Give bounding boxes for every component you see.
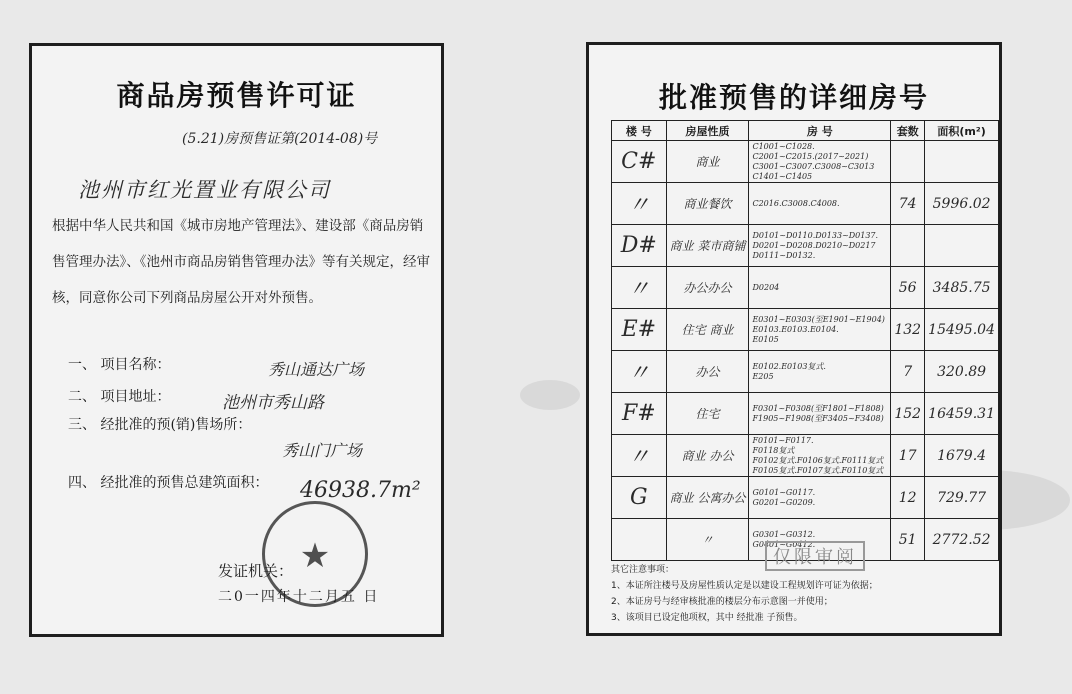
notes-title: 其它注意事项：	[611, 565, 675, 575]
permit-body-text: 根据中华人民共和国《城市房地产管理法》、建设部《商品房销售管理办法》、《池州市商品房销售管理办法》等有关规定，经审核，同意你公司下列商品房屋公开对外预售。	[52, 218, 430, 306]
room-number-line: F0301~F0308(至F1801~F1808)	[752, 403, 884, 413]
building-cell: E#	[612, 309, 667, 351]
room-number-line: C2016.C3008.C4008.	[752, 198, 840, 208]
issue-date: 二0一四年十二月五 日	[218, 589, 380, 605]
room-number-line: C2001~C2015.(2017~2021)	[752, 151, 869, 161]
area-cell: 2772.52	[925, 519, 999, 561]
header-rooms: 房 号	[749, 121, 891, 141]
property-type-cell: 商业 办公	[666, 435, 749, 477]
unit-count-cell: 12	[891, 477, 925, 519]
unit-count-cell: 56	[891, 267, 925, 309]
property-type-cell: 办公	[666, 351, 749, 393]
total-area-value: 46938.7m²	[300, 478, 421, 503]
project-address-value: 池州市秀山路	[222, 393, 324, 413]
room-numbers-cell	[749, 267, 891, 309]
table-row	[612, 183, 999, 225]
room-number-line: F0102复式.F0106复式.F0111复式	[752, 455, 884, 465]
room-numbers-cell	[749, 435, 891, 477]
room-numbers-cell	[749, 351, 891, 393]
unit-count-cell	[891, 141, 925, 183]
area-cell: 320.89	[925, 351, 999, 393]
room-number-line: E0105	[752, 334, 779, 344]
room-number-line: C1001~C1028.	[752, 141, 815, 151]
building-cell: G	[612, 477, 667, 519]
property-type-cell: 商业餐饮	[666, 183, 749, 225]
room-number-line: E0301~E0303(至E1901~E1904)	[752, 314, 885, 324]
room-number-line: G0401~G0412.	[752, 539, 816, 549]
room-numbers-cell	[749, 225, 891, 267]
room-number-line: E0103.E0103.E0104.	[752, 324, 839, 334]
building-cell: D#	[612, 225, 667, 267]
building-cell	[612, 519, 667, 561]
room-numbers-cell	[749, 477, 891, 519]
units-table	[611, 120, 999, 561]
building-cell: 〃	[612, 183, 667, 225]
unit-count-cell: 17	[891, 435, 925, 477]
building-cell: F#	[612, 393, 667, 435]
area-cell: 3485.75	[925, 267, 999, 309]
property-type-cell: 住宅	[666, 393, 749, 435]
unit-count-cell	[891, 225, 925, 267]
seal-star-icon: ★	[299, 536, 331, 576]
room-number-line: F0101~F0117.	[752, 435, 814, 445]
property-type-cell: 办公办公	[666, 267, 749, 309]
review-stamp: 仅限审阅	[765, 541, 865, 571]
area-cell: 16459.31	[925, 393, 999, 435]
unit-count-cell: 51	[891, 519, 925, 561]
unit-count-cell: 132	[891, 309, 925, 351]
property-type-cell: 商业 公寓办公	[666, 477, 749, 519]
area-cell	[925, 141, 999, 183]
room-number-line: G0101~G0117.	[752, 487, 816, 497]
sales-venue-value: 秀山门广场	[282, 441, 363, 460]
sales-venue-label: 三、 经批准的预(销)售场所：	[68, 417, 252, 433]
issuing-authority-label: 发证机关：	[218, 562, 294, 580]
room-number-line: D0101~D0110.D0133~D0137.	[752, 230, 879, 240]
table-row	[612, 435, 999, 477]
property-type-cell: 〃	[666, 519, 749, 561]
permit-title: 商品房预售许可证	[116, 79, 357, 112]
room-number-line: F1905~F1908(至F3405~F3408)	[752, 413, 884, 423]
area-cell: 5996.02	[925, 183, 999, 225]
room-numbers-cell	[749, 393, 891, 435]
table-row	[612, 225, 999, 267]
notes-section	[611, 562, 878, 626]
room-number-line: C3001~C3007.C3008~C3013	[752, 161, 875, 171]
room-numbers-cell	[749, 141, 891, 183]
area-cell	[925, 225, 999, 267]
room-numbers-cell	[749, 183, 891, 225]
header-type: 房屋性质	[666, 121, 749, 141]
unit-count-cell: 152	[891, 393, 925, 435]
unit-count-cell: 74	[891, 183, 925, 225]
units-title: 批准预售的详细房号	[658, 81, 929, 114]
room-numbers-cell	[749, 309, 891, 351]
total-area-label: 四、 经批准的预售总建筑面积：	[68, 475, 269, 491]
permit-number: (5.21)房预售证第(2014-08)号	[182, 131, 378, 147]
room-number-line: F0105复式.F0107复式.F0110复式	[752, 465, 884, 475]
room-number-line: D0204	[752, 282, 780, 292]
note-item: 3、该项目已设定他项权，其中 经批准 子预售。	[611, 613, 803, 623]
header-area: 面积(m²)	[925, 121, 999, 141]
table-row	[612, 477, 999, 519]
unit-count-cell: 7	[891, 351, 925, 393]
room-number-line: E0102.E0103复式.	[752, 361, 826, 371]
header-building: 楼 号	[612, 121, 667, 141]
property-type-cell: 住宅 商业	[666, 309, 749, 351]
room-number-line: D0201~D0208.D0210~D0217	[752, 240, 876, 250]
project-name-value: 秀山通达广场	[268, 360, 365, 379]
room-number-line: D0111~D0132.	[752, 250, 816, 260]
note-item: 1、本证所注楼号及房屋性质认定是以建设工程规划许可证为依据；	[611, 581, 878, 591]
property-type-cell: 商业	[666, 141, 749, 183]
project-name-label: 一、 项目名称：	[68, 357, 171, 373]
table-row	[612, 393, 999, 435]
area-cell: 15495.04	[925, 309, 999, 351]
project-address-label: 二、 项目地址：	[68, 389, 171, 405]
note-item: 2、本证房号与经审核批准的楼层分布示意图一并使用；	[611, 597, 833, 607]
room-number-line: G0201~G0209.	[752, 497, 816, 507]
room-number-line: F0118复式	[752, 445, 795, 455]
presale-permit-page	[29, 43, 444, 637]
table-row	[612, 351, 999, 393]
building-cell: 〃	[612, 351, 667, 393]
table-header-row	[612, 121, 999, 141]
approved-units-page	[586, 42, 1002, 636]
area-cell: 1679.4	[925, 435, 999, 477]
company-name: 池州市红光置业有限公司	[78, 178, 331, 202]
table-row	[612, 309, 999, 351]
header-count: 套数	[891, 121, 925, 141]
property-type-cell: 商业 菜市商铺	[666, 225, 749, 267]
room-number-line: E205	[752, 371, 774, 381]
building-cell: 〃	[612, 267, 667, 309]
room-number-line: C1401~C1405	[752, 171, 813, 181]
table-row	[612, 141, 999, 183]
building-cell: C#	[612, 141, 667, 183]
building-cell: 〃	[612, 435, 667, 477]
table-row	[612, 267, 999, 309]
area-cell: 729.77	[925, 477, 999, 519]
room-number-line: G0301~G0312.	[752, 529, 816, 539]
